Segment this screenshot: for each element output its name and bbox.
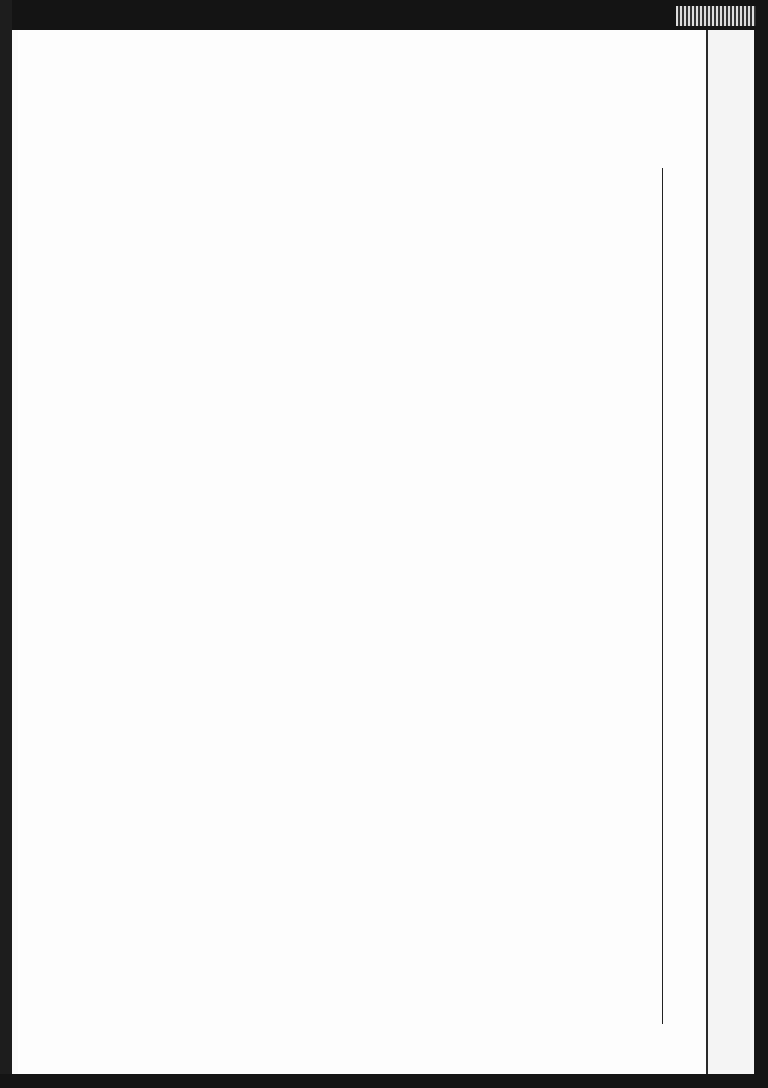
table-title <box>662 168 706 1024</box>
scan-border-bottom <box>0 1074 768 1088</box>
scan-border-left <box>0 0 12 1088</box>
document-page <box>18 30 706 1074</box>
table-border-right <box>662 168 663 1024</box>
page-margin-strip <box>708 30 754 1074</box>
scan-noise <box>676 6 756 26</box>
scan-border-top <box>0 0 768 30</box>
scan-border-right <box>754 0 768 1088</box>
